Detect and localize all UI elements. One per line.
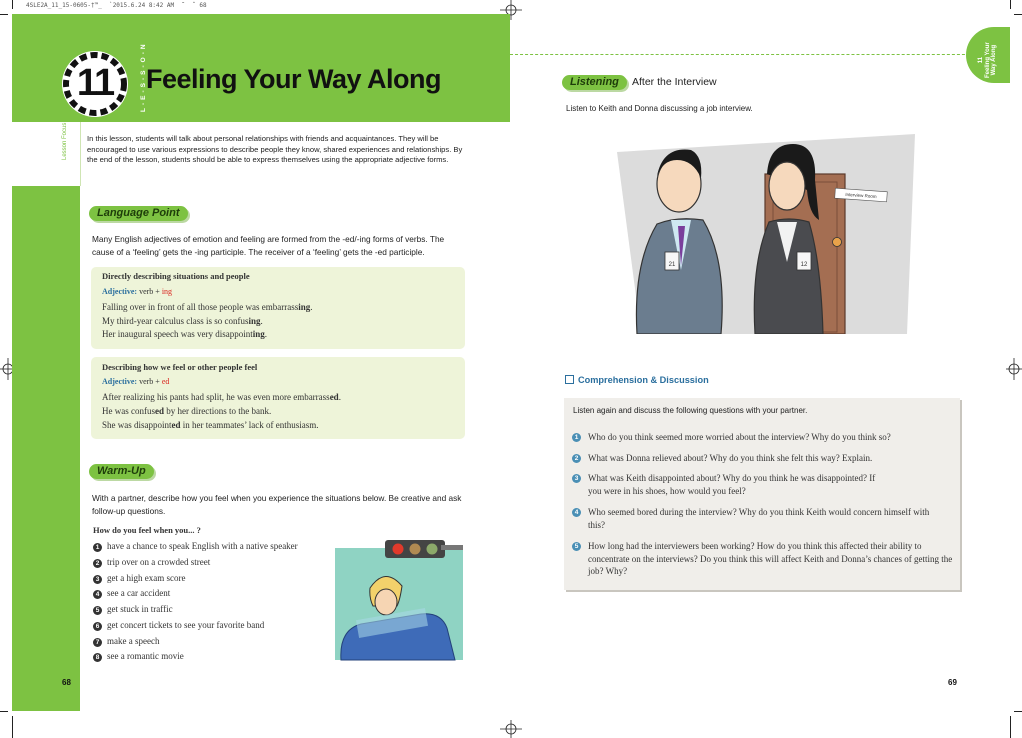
warm-up-item: see a romantic movie xyxy=(107,651,184,661)
warm-up-tag: Warm-Up xyxy=(89,464,154,479)
comprehension-instruction: Listen again and discuss the following questions with your partner. xyxy=(573,406,808,415)
rule-verb: verb + xyxy=(139,287,160,296)
ing-example: My third-year calculus class is so confusing. xyxy=(102,316,263,326)
list-number: 2 xyxy=(93,559,102,568)
ed-example: After realizing his pants had split, he was even more embarrassed. xyxy=(102,392,341,402)
listening-tag: Listening xyxy=(562,75,627,90)
traffic-jam-illustration xyxy=(335,536,465,662)
left-margin-band xyxy=(12,186,80,711)
registration-mark xyxy=(500,720,522,738)
warm-up-item: have a chance to speak English with a native speaker xyxy=(107,541,298,551)
ed-box-heading: Describing how we feel or other people feel xyxy=(102,362,258,372)
crop-mark xyxy=(1010,716,1011,738)
ed-rule xyxy=(102,377,169,386)
rule-label: Adjective: xyxy=(102,377,138,386)
list-number: 5 xyxy=(93,606,102,615)
lesson-focus-label: Lesson Focus xyxy=(62,122,68,160)
ing-example: Falling over in front of all those people was embarrassing. xyxy=(102,302,313,312)
header-dashed-line xyxy=(510,54,980,55)
question-number: 3 xyxy=(572,474,581,483)
crop-mark xyxy=(0,14,8,15)
badge-number: 12 xyxy=(800,262,808,268)
crop-mark xyxy=(12,0,13,9)
page-number-right: 69 xyxy=(948,678,957,687)
language-point-intro: Many English adjectives of emotion and feeling are formed from the -ed/-ing forms of verbs. The cause of a ‘feeling’ gets the -ing participle. The receiver of a ‘feeling’ gets the -ed participle. xyxy=(92,234,445,257)
ing-example: Her inaugural speech was very disappointing. xyxy=(102,329,267,339)
rule-verb: verb + xyxy=(139,377,160,386)
warm-up-item: get stuck in traffic xyxy=(107,604,173,614)
checkbox-icon xyxy=(565,375,574,384)
crop-mark xyxy=(1014,711,1022,712)
list-number: 6 xyxy=(93,622,102,631)
door-sign-text: Interview Room xyxy=(845,191,877,200)
warm-up-intro: With a partner, describe how you feel when you experience the situations below. Be creative and ask follow-up questions. xyxy=(92,493,462,516)
slug-line: 4SLE2A_11_15-0605-†™_ `2015.6.24 8:42 AM ˜ ˆ 68 xyxy=(26,2,207,9)
rule-suffix: ing xyxy=(161,287,173,296)
question-number: 4 xyxy=(572,508,581,517)
crop-mark xyxy=(12,716,13,738)
comprehension-question: What was Donna relieved about? Why do you think she felt this way? Explain. xyxy=(588,453,873,463)
list-number: 7 xyxy=(93,638,102,647)
question-number: 5 xyxy=(572,542,581,551)
crop-mark xyxy=(0,711,8,712)
comprehension-question: How long had the interviewers been working? How do you think this affected their ability to concentrate on the interviews? Do you think this will affect Keith and Donna’s chances of getting the job? Why? xyxy=(588,541,953,576)
badge-number: 21 xyxy=(668,262,676,268)
side-tab-text: 11 Feeling Your Way Along xyxy=(978,42,997,78)
ed-example: She was disappointed in her teammates’ lack of enthusiasm. xyxy=(102,420,319,430)
comprehension-question: Who do you think seemed more worried about the interview? Why do you think so? xyxy=(588,432,891,442)
comprehension-heading xyxy=(565,375,709,385)
lesson-title: Feeling Your Way Along xyxy=(146,64,442,94)
warm-up-item: trip over on a crowded street xyxy=(107,557,211,567)
page-number-left: 68 xyxy=(62,678,71,687)
list-number: 4 xyxy=(93,590,102,599)
question-number: 1 xyxy=(572,433,581,442)
rule-label: Adjective: xyxy=(102,287,138,296)
listening-instruction: Listen to Keith and Donna discussing a job interview. xyxy=(566,104,753,113)
comprehension-question: Who seemed bored during the interview? Why do you think Keith would concern himself with this? xyxy=(588,507,930,530)
job-interview-illustration xyxy=(617,134,915,334)
warm-up-item: make a speech xyxy=(107,636,160,646)
crop-mark xyxy=(1010,0,1011,9)
comprehension-title: Comprehension & Discussion xyxy=(578,375,709,385)
lesson-focus-strip xyxy=(68,122,81,186)
question-number: 2 xyxy=(572,454,581,463)
rule-suffix: ed xyxy=(161,377,170,386)
ed-example: He was confused by her directions to the bank. xyxy=(102,406,272,416)
language-point-tag: Language Point xyxy=(89,206,188,221)
lesson-vertical-label: L-E-S-S-O-N xyxy=(140,41,147,112)
ing-rule xyxy=(102,287,172,296)
list-number: 1 xyxy=(93,543,102,552)
lesson-intro: In this lesson, students will talk about personal relationships with friends and acquaintances. They will be encouraged to use various expressions to describe people they know, shared experiences and relationships. By the end of the lesson, students should be able to express themselves using the appropriate adjective forms. xyxy=(87,134,463,164)
warm-up-question: How do you feel when you... ? xyxy=(93,525,201,535)
list-number: 8 xyxy=(93,653,102,662)
listening-title: After the Interview xyxy=(632,76,717,88)
crop-mark xyxy=(1014,14,1022,15)
warm-up-item: get concert tickets to see your favorite band xyxy=(107,620,265,630)
warm-up-item: see a car accident xyxy=(107,588,171,598)
ing-box-heading: Directly describing situations and people xyxy=(102,271,250,281)
warm-up-item: get a high exam score xyxy=(107,573,186,583)
lesson-number: 11 xyxy=(76,62,114,104)
list-number: 3 xyxy=(93,575,102,584)
comprehension-question: What was Keith disappointed about? Why do you think he was disappointed? If you were in his shoes, how would you feel? xyxy=(588,473,876,496)
registration-mark xyxy=(1006,358,1022,380)
